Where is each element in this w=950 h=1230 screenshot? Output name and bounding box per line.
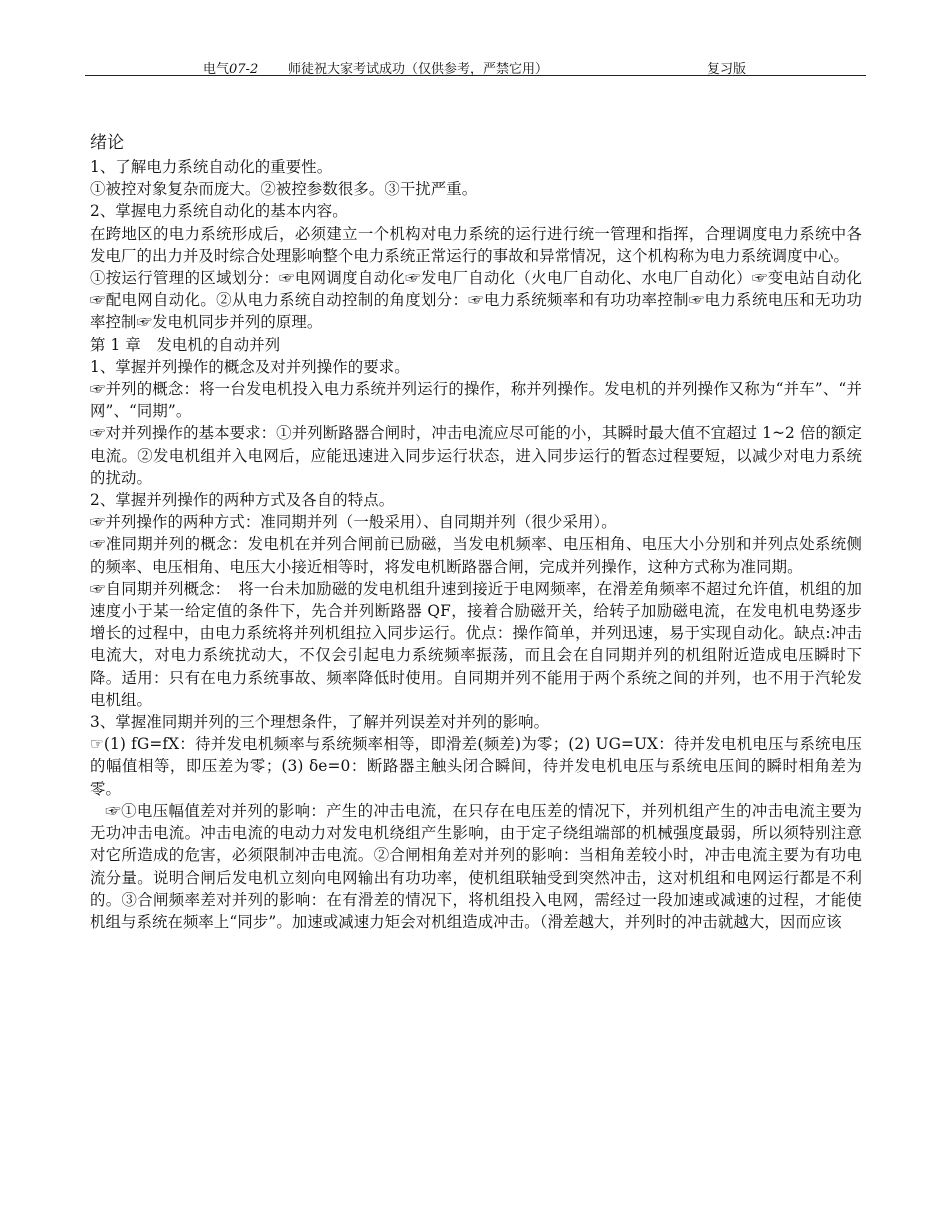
paragraph-ideal-conditions: ☞(1) fG=fX：待并发电机频率与系统频率相等，即滑差(频差)为零；(2) UG=UX：待并发电机电压与系统电压的幅值相等，即压差为零；(3) δe=0：断路器主触头闭合瞬间，待并发电机电压与系统电压间的瞬时相角差为零。 <box>90 735 862 798</box>
paragraph-classification: ①按运行管理的区域划分：☞电网调度自动化☞发电厂自动化（火电厂自动化、水电厂自动化）☞变电站自动化☞配电网自动化。②从电力系统自动控制的角度划分：☞电力系统频率和有功功率控制☞电力系统电压和无功功率控制☞发电机同步并列的原理。 <box>90 269 862 332</box>
heading-parallel-methods: 2、掌握并列操作的两种方式及各自的特点。 <box>90 491 395 510</box>
paragraph-error-effects: ☞①电压幅值差对并列的影响：产生的冲击电流，在只存在电压差的情况下，并列机组产生的冲击电流主要为无功冲击电流。冲击电流的电动力对发电机绕组产生影响，由于定子绕组端部的机械强度最弱，所以须特别注意对它所造成的危害，必须限制冲击电流。②合闸相角差对并列的影响：当相角差较小时，冲击电流主要为有功电流分量。说明合闸后发电机立刻向电网输出有功功率，使机组联轴受到突然冲击，这对机组和电网运行都是不利的。③合闸频率差对并列的影响：在有滑差的情况下，将机组投入电网，需经过一段加速或减速的过程，才能使机组与系统在频率上“同步”。加速或减速力矩会对机组造成冲击。（滑差越大，并列时的冲击就越大，因而应该 <box>90 801 862 931</box>
heading-ideal-conditions: 3、掌握准同期并列的三个理想条件，了解并列误差对并列的影响。 <box>90 713 550 732</box>
paragraph-importance-points: ①被控对象复杂而庞大。②被控参数很多。③干扰严重。 <box>90 180 478 199</box>
paragraph-self-sync: ☞自同期并列概念： 将一台未加励磁的发电机组升速到接近于电网频率，在滑差角频率不超过允许值，机组的加速度小于某一给定值的条件下，先合并列断路器 QF，接着合励磁开关，给转子加励磁电流，在发电机电势逐步增长的过程中，由电力系统将并列机组拉入同步运行。优点：操作简单，并列迅速，易于实现自动化。缺点:冲击电流大，对电力系统扰动大，不仅会引起电力系统频率振荡，而且会在自同期并列的机组附近造成电压瞬时下降。适用：只有在电力系统事故、频率降低时使用。自同期并列不能用于两个系统之间的并列，也不用于汽轮发电机组。 <box>90 579 862 709</box>
chapter-title-1: 第 1 章 发电机的自动并列 <box>90 335 281 354</box>
heading-basic-content: 2、掌握电力系统自动化的基本内容。 <box>90 202 348 221</box>
header-notice: 师徒祝大家考试成功（仅供参考，严禁它用） <box>288 62 549 77</box>
paragraph-parallel-concept: ☞并列的概念：将一台发电机投入电力系统并列运行的操作，称并列操作。发电机的并列操作又称为“并车”、“并网”、“同期”。 <box>90 380 862 421</box>
document-body <box>90 132 862 933</box>
heading-parallel-concept: 1、掌握并列操作的概念及对并列操作的要求。 <box>90 357 410 376</box>
paragraph-quasi-sync: ☞准同期并列的概念：发电机在并列合闸前已励磁，当发电机频率、电压相角、电压大小分别和并列点处系统侧的频率、电压相角、电压大小接近相等时，将发电机断路器合闸，完成并列操作，这种方式称为准同期。 <box>90 535 862 576</box>
header-edition: 复习版 <box>707 62 747 77</box>
header-divider <box>85 75 866 76</box>
section-title-intro: 绪论 <box>90 133 125 153</box>
page-header <box>85 58 866 76</box>
paragraph-parallel-requirements: ☞对并列操作的基本要求：①并列断路器合闸时，冲击电流应尽可能的小，其瞬时最大值不宜超过 1~2 倍的额定电流。②发电机组并入电网后，应能迅速进入同步运行状态，进入同步运行的暂态过程要短，以减少对电力系统的扰动。 <box>90 424 862 487</box>
paragraph-dispatch-center: 在跨地区的电力系统形成后，必须建立一个机构对电力系统的运行进行统一管理和指挥，合理调度电力系统中各发电厂的出力并及时综合处理影响整个电力系统正常运行的事故和异常情况，这个机构称为电力系统调度中心。 <box>90 224 862 265</box>
paragraph-two-methods: ☞并列操作的两种方式：准同期并列（一般采用）、自同期并列（很少采用）。 <box>90 513 617 532</box>
heading-importance: 1、了解电力系统自动化的重要性。 <box>90 158 333 176</box>
header-class-label: 电气07-2 <box>203 62 259 77</box>
